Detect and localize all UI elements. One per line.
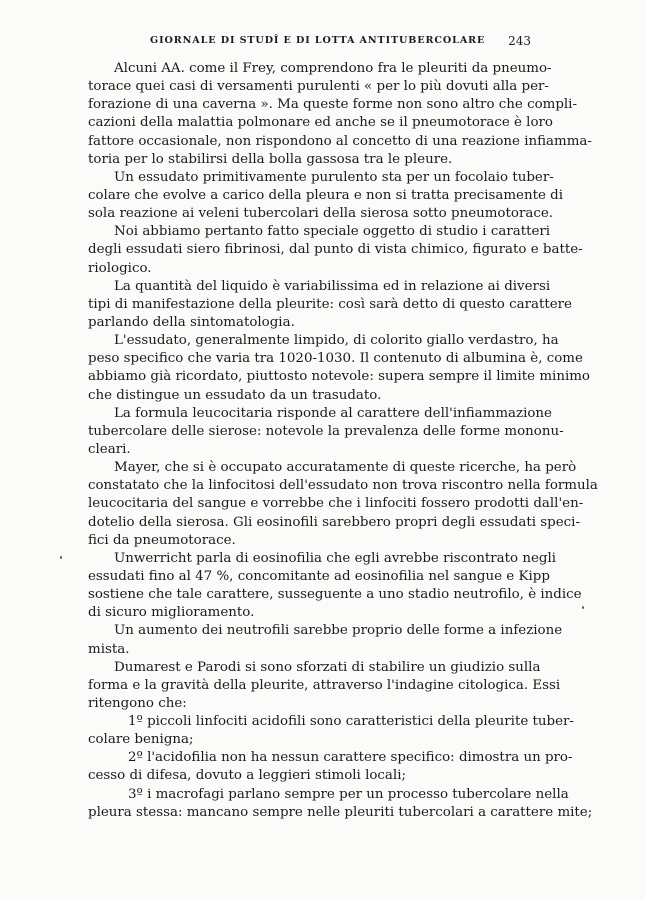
paragraph [88, 332, 590, 405]
paragraph [88, 659, 561, 713]
text-line: parlando della sintomatologia. [88, 314, 295, 330]
text-line: 3º i macrofagi parlano sempre per un processo tubercolare nella [128, 786, 569, 802]
paragraph [88, 278, 572, 332]
text-line: pleura stessa: mancano sempre nelle pleuriti tubercolari a carattere mite; [88, 804, 593, 820]
text-line: Un aumento dei neutrofili sarebbe proprio delle forme a infezione [114, 623, 563, 639]
text-line: La quantità del liquido è variabilissima ed in relazione ai diversi [114, 278, 551, 294]
text-line: leucocitaria del sangue e vorrebbe che i linfociti fossero prodotti dall'en- [88, 496, 584, 512]
page-number: 243 [508, 34, 531, 48]
paragraph [88, 405, 564, 459]
text-line: sola reazione ai veleni tubercolari della sierosa sotto pneumotorace. [88, 206, 554, 222]
paragraph [88, 550, 582, 623]
text-line: Mayer, che si è occupato accuratamente di queste ricerche, ha però [114, 460, 577, 476]
margin-speck [60, 556, 62, 559]
text-line: tubercolare delle sierose: notevole la prevalenza delle forme mononu- [88, 423, 564, 439]
paragraph [88, 60, 592, 169]
text-line: tipi di manifestazione della pleurite: così sarà detto di questo carattere [88, 296, 572, 312]
text-line: essudati fino al 47 %, concomitante ad eosinofilia nel sangue e Kipp [88, 568, 550, 584]
text-line: cesso di difesa, dovuto a leggieri stimoli locali; [88, 768, 406, 784]
text-line: torace quei casi di versamenti purulenti « per lo più dovuti alla per- [88, 79, 549, 95]
paragraph [88, 459, 598, 550]
text-line: constatato che la linfocitosi dell'essudato non trova riscontro nella formula [88, 478, 598, 494]
text-line: toria per lo stabilirsi della bolla gassosa tra le pleure. [88, 151, 453, 167]
text-line: forazione di una caverna ». Ma queste forme non sono altro che compli- [88, 97, 577, 113]
text-line: fattore occasionale, non rispondono al concetto di una reazione infiamma- [88, 133, 592, 149]
text-line: di sicuro miglioramento. [88, 605, 255, 621]
text-line: peso specifico che varia tra 1020-1030. Il contenuto di albumina è, come [88, 351, 583, 367]
text-line: La formula leucocitaria risponde al carattere dell'infiammazione [114, 405, 552, 421]
margin-speck [582, 606, 584, 609]
text-line: sostiene che tale carattere, susseguente a uno stadio neutrofilo, è indice [88, 587, 582, 603]
text-line: ritengono che: [88, 695, 187, 711]
text-line: Unwerricht parla di eosinofilia che egli avrebbe riscontrato negli [114, 550, 557, 566]
text-line: dotelio della sierosa. Gli eosinofili sarebbero propri degli essudati speci- [88, 514, 580, 530]
text-line: Alcuni AA. come il Frey, comprendono fra le pleuriti da pneumo- [114, 61, 552, 76]
paragraph [88, 713, 574, 749]
text-line: L'essudato, generalmente limpido, di colorito giallo verdastro, ha [114, 333, 559, 349]
text-line: riologico. [88, 260, 152, 276]
paragraph [88, 786, 593, 822]
paragraph [88, 223, 583, 277]
text-line: abbiamo già ricordato, piuttosto notevole: supera sempre il limite minimo [88, 369, 590, 385]
article-body [88, 60, 598, 822]
paragraph [88, 749, 573, 785]
text-line: colare benigna; [88, 732, 194, 748]
text-line: cleari. [88, 441, 131, 457]
text-line: Un essudato primitivamente purulento sta per un focolaio tuber- [114, 169, 554, 185]
paragraph [88, 169, 563, 223]
text-line: mista. [88, 641, 130, 657]
text-line: che distingue un essudato da un trasudato. [88, 387, 382, 403]
paragraph [88, 622, 563, 658]
text-line: 1º piccoli linfociti acidofili sono caratteristici della pleurite tuber- [128, 714, 574, 730]
text-line: Noi abbiamo pertanto fatto speciale oggetto di studio i caratteri [114, 224, 551, 240]
text-line: degli essudati siero fibrinosi, dal punto di vista chimico, figurato e batte- [88, 242, 583, 258]
text-line: cazioni della malattia polmonare ed anche se il pneumotorace è loro [88, 115, 553, 131]
text-line: colare che evolve a carico della pleura e non si tratta precisamente di [88, 187, 563, 203]
text-line: 2º l'acidofilia non ha nessun carattere specifico: dimostra un pro- [128, 750, 573, 766]
text-line: fici da pneumotorace. [88, 532, 236, 548]
text-line: forma e la gravità della pleurite, attraverso l'indagine citologica. Essi [88, 677, 561, 693]
page-header [88, 34, 535, 50]
running-title: GIORNALE DI STUDÎ E DI LOTTA ANTITUBERCOLARE [150, 35, 486, 46]
text-line: Dumarest e Parodi si sono sforzati di stabilire un giudizio sulla [114, 659, 541, 675]
